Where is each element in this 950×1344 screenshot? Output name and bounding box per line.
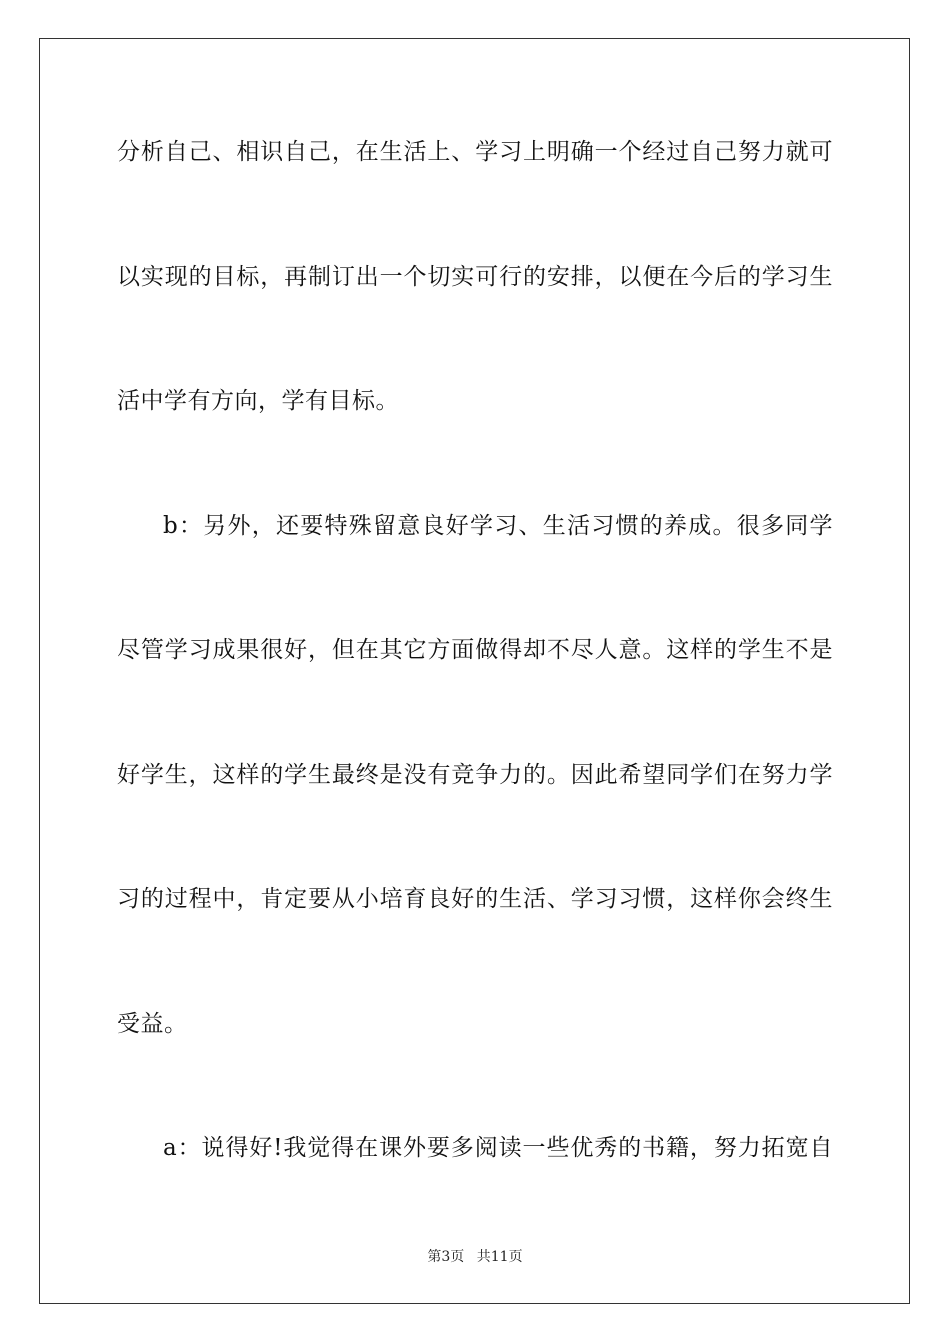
body-text-line: 以实现的目标，再制订出一个切实可行的安排，以便在今后的学习生 (117, 264, 833, 290)
body-text-line: 活中学有方向，学有目标。 (117, 388, 399, 414)
page-total: 共11页 (476, 1249, 523, 1265)
body-text-line: 受益。 (117, 1011, 188, 1037)
body-text-line: b：另外，还要特殊留意良好学习、生活习惯的养成。很多同学 (163, 513, 833, 539)
page-footer (0, 1248, 950, 1266)
page-number: 第3页 (427, 1249, 465, 1265)
body-text-line: 好学生，这样的学生最终是没有竞争力的。因此希望同学们在努力学 (117, 762, 833, 788)
body-text-line: 分析自己、相识自己，在生活上、学习上明确一个经过自己努力就可 (117, 139, 833, 165)
page-border (39, 38, 910, 1304)
body-text-line: 习的过程中，肯定要从小培育良好的生活、学习习惯，这样你会终生 (117, 886, 833, 912)
body-text-line: 尽管学习成果很好，但在其它方面做得却不尽人意。这样的学生不是 (117, 637, 833, 663)
body-text-line: a：说得好!我觉得在课外要多阅读一些优秀的书籍，努力拓宽自 (163, 1135, 833, 1161)
